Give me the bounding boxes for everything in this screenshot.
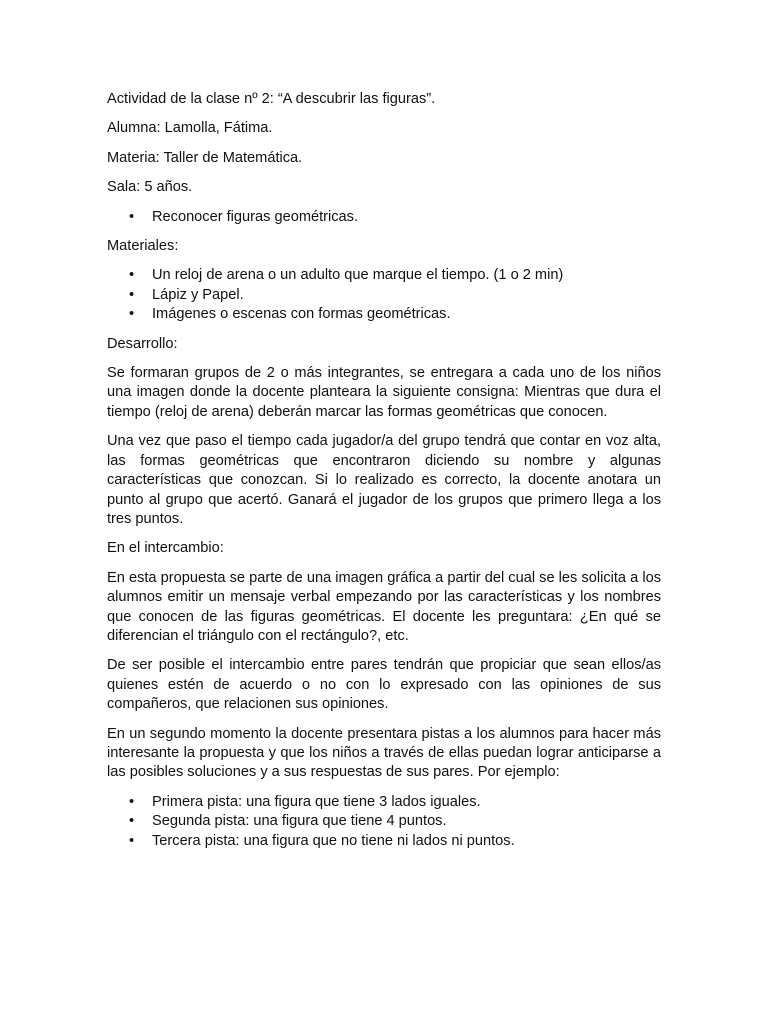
exchange-heading: En el intercambio: <box>107 540 224 557</box>
list-item-text: Un reloj de arena o un adulto que marque el tiempo. (1 o 2 min) <box>152 267 564 284</box>
objectives-list <box>107 208 661 227</box>
exchange-paragraph-1: En esta propuesta se parte de una imagen gráfica a partir del cual se les solicita a los alumnos emitir un mensaje verbal empezando por las características y los nombres que conocen de las figuras geométricas. El docente les preguntara: ¿En qué se diferencian el triángulo con el rectángulo?, etc. <box>107 569 661 644</box>
bullet-icon: • <box>129 267 135 284</box>
list-item <box>107 832 661 851</box>
materials-list <box>107 266 661 324</box>
clues-list <box>107 793 661 851</box>
list-item <box>107 305 661 324</box>
exchange-paragraph-3: En un segundo momento la docente presentara pistas a los alumnos para hacer más interesante la propuesta y que los niños a través de ellas puedan lograr anticiparse a las posibles soluciones y a sus respuestas de sus pares. Por ejemplo: <box>107 725 661 781</box>
development-paragraph-1: Se formaran grupos de 2 o más integrantes, se entregara a cada uno de los niños una imagen donde la docente planteara la siguiente consigna: Mientras que dura el tiempo (reloj de arena) deberán marcar las formas geométricas que conocen. <box>107 365 661 420</box>
development-heading: Desarrollo: <box>107 335 178 352</box>
materials-heading: Materiales: <box>107 238 179 255</box>
development-paragraph-2: Una vez que paso el tiempo cada jugador/a del grupo tendrá que contar en voz alta, las formas geométricas que encontraron diciendo su nombre y algunas características que conozcan. Si lo realizado es correcto, la docente anotara un punto al grupo que acertó. Ganará el jugador de los grupos que primero llega a los tres puntos. <box>107 433 661 527</box>
bullet-icon: • <box>129 208 135 225</box>
list-item-text: Lápiz y Papel. <box>152 286 244 303</box>
list-item <box>107 812 661 831</box>
list-item <box>107 286 661 305</box>
bullet-icon: • <box>129 813 135 830</box>
list-item <box>107 793 661 812</box>
list-item-text: Reconocer figuras geométricas. <box>152 208 359 225</box>
classroom: Sala: 5 años. <box>107 179 193 196</box>
bullet-icon: • <box>129 306 135 323</box>
list-item-text: Imágenes o escenas con formas geométricas. <box>152 306 451 323</box>
subject: Materia: Taller de Matemática. <box>107 149 303 166</box>
list-item <box>107 266 661 285</box>
document-page <box>107 90 661 861</box>
list-item-text: Primera pista: una figura que tiene 3 lados iguales. <box>152 793 481 810</box>
bullet-icon: • <box>129 793 135 810</box>
bullet-icon: • <box>129 286 135 303</box>
list-item <box>107 208 661 227</box>
activity-title: Actividad de la clase nº 2: “A descubrir las figuras”. <box>107 91 436 107</box>
exchange-paragraph-2: De ser posible el intercambio entre pares tendrán que propiciar que sean ellos/as quienes estén de acuerdo o no con lo expresado con las opiniones de sus compañeros, que relacionen sus opiniones. <box>107 657 661 713</box>
bullet-icon: • <box>129 832 135 849</box>
list-item-text: Tercera pista: una figura que no tiene ni lados ni puntos. <box>152 832 515 849</box>
list-item-text: Segunda pista: una figura que tiene 4 puntos. <box>152 813 447 830</box>
student-name: Alumna: Lamolla, Fátima. <box>107 120 273 137</box>
